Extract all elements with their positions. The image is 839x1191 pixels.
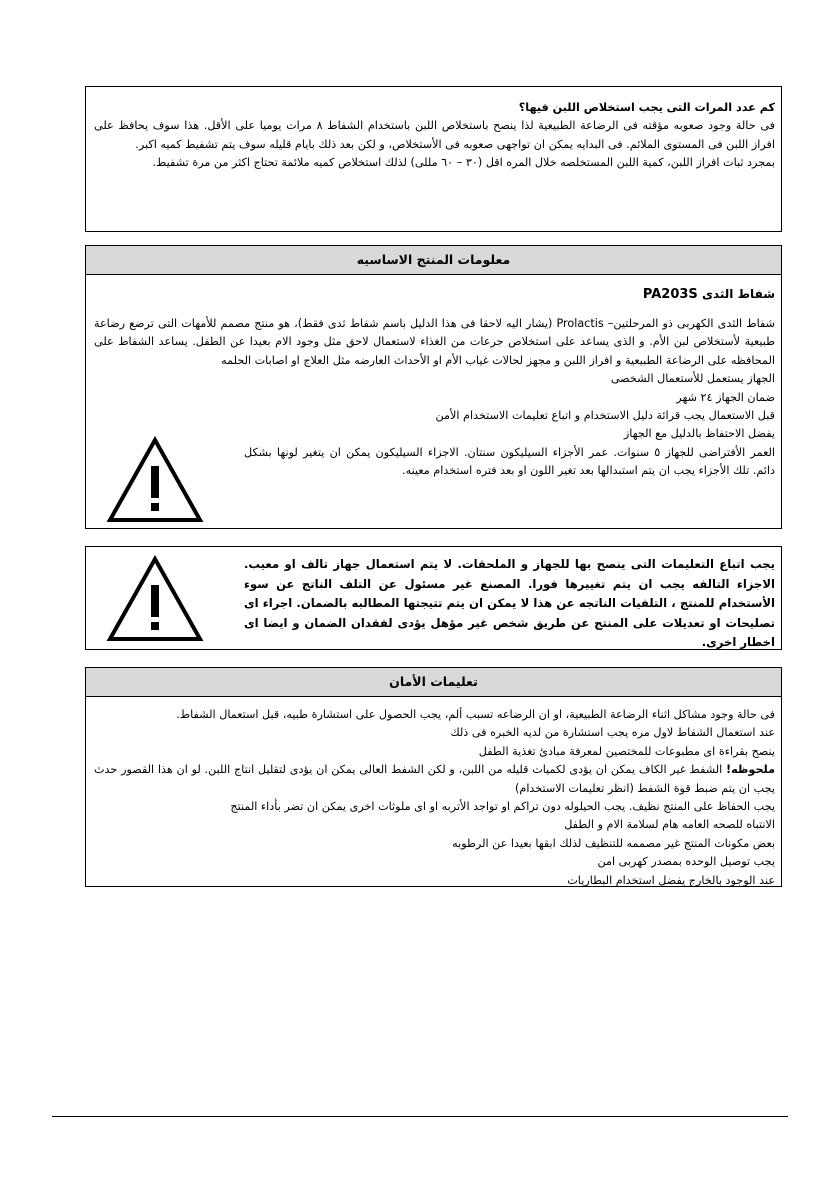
safety-heading: تعليمات الأمان: [86, 668, 781, 697]
safety-line-7: بعض مكونات المنتج غير مصممه للتنظيف لذلك ابقها بعيدا عن الرطوبه: [452, 836, 775, 850]
note-text: الشفط غير الكاف يمكن ان يؤدى لكميات قليله من اللبن، و لكن الشفط العالى يمكن ان يؤدى لتقليل انتاج اللبن. لو ان هذا القصور حدث يجب ان يتم ضبط قوة الشفط (انظر تعليمات الاستخدام): [94, 763, 775, 795]
safety-line-1: فى حالة وجود مشاكل اثناء الرضاعة الطبيعية، او ان الرضاعه تسبب ألم، يجب الحصول على استشارة طبيه، قبل استعمال الشفاط.: [176, 708, 775, 721]
read-manual-line: قبل الاستعمال يجب قرائة دليل الاستخدام و اتباع تعليمات الاستخدام الأمن: [435, 409, 775, 423]
product-description: [94, 315, 775, 370]
warning-text: يجب اتباع التعليمات التى ينصح بها للجهاز و الملحقات. لا يتم استعمال جهاز تالف او معيب. الاجزاء التالفه يجب ان يتم تغييرها فورا. المصنع غير مسئول عن التلف الناتج عن سوء الأستخدام للمنتج ، التلفيات الناتجه عن هذا لا يمكن ان يتم تتيجتها المطالبه بالضمان. اجراء اى تصليحات او تعديلات على المنتج عن طريق شخص غير مؤهل يؤدى لفقدان الضمان و ايضا اى اخطار اخرى.: [244, 557, 775, 650]
warranty-line: ضمان الجهاز ٢٤ شهر: [676, 390, 775, 404]
safety-box: [85, 667, 782, 887]
product-prefix: شفاط الثدى: [701, 287, 775, 301]
footer-rule: [52, 1116, 788, 1117]
product-title: [94, 283, 775, 306]
safety-line-6: الانتباه للصحه العامه هام لسلامة الام و الطفل: [564, 818, 775, 832]
basic-info-heading: معلومات المنتج الاساسيه: [86, 246, 781, 275]
frequency-paragraph-1: فى حالة وجود صعوبه مؤقته فى الرضاعة الطبيعية لذا ينصح باستخلاص اللبن باستخدام الشفاط ٨ مرات يوميا على الأقل. هذا سوف يحافظ على افراز اللبن فى المستوى الملائم. فى البدايه يمكن ان تواجهى صعوبه فى الأستخلاص، و لكن بعد ذلك بايام قليله سوف يتم تشفيط كميه اكبر.: [94, 119, 775, 151]
safety-line-9: عند الوجود بالخارج يفضل استخدام البطاريات: [567, 873, 775, 887]
warning-triangle-icon: [106, 555, 204, 643]
safety-line-8: يجب توصيل الوحده بمصدر كهربى امن: [597, 855, 775, 869]
note-label: ملحوظه!: [726, 763, 775, 777]
brand-name: Prolactis: [556, 317, 604, 330]
desc-after: (يشار اليه لاحقا فى هذا الدليل باسم شفاط ثدى فقط)، هو منتج مصمم للأمهات التى ترضع رضاعة طبيعية لأستخلاص لبن الأم. و الذى يساعد على استخلاص جرعات من الغذاء لاستعمال لاحق مثل وجود الام بعيدا عن الطفل. يساعد الشفاط على المحافظه على الرضاعة الطبيعية و افراز اللبن و مجهز لحالات غياب الأم او الأحداث العارضه مثل العلاج او اصابات الحلمه: [94, 317, 775, 367]
product-model: PA203S: [642, 287, 698, 302]
safety-line-2: عند استعمال الشفاط لاول مره يجب استشارة من لديه الخبره فى ذلك: [450, 726, 775, 740]
frequency-paragraph-2: بمجرد ثبات افراز اللبن، كمية اللبن المستخلصه خلال المره اقل (٣٠ – ٦٠ مللى) لذلك استخلاص كميه ملائمة تحتاج اكثر من مرة تشفيط.: [152, 156, 775, 170]
safety-line-3: ينصح بقراءة اى مطبوعات للمختصين لمعرفة مبادئ تغذية الطفل: [478, 744, 775, 758]
basic-info-box: [85, 245, 782, 529]
lifetime-line: العمر الأفتراضى للجهاز ٥ سنوات. عمر الأجزاء السيليكون سنتان. الاجزاء السيليكون يمكن ان يتغير لونها بشكل دائم. تلك الأجزاء يجب ان يتم استبدالها بعد تغير اللون او بعد فتره استخدام معينه.: [244, 445, 775, 478]
frequency-question: كم عدد المرات التى يجب استخلاص اللبن فيها؟: [518, 101, 775, 114]
safety-line-5: يجب الحفاظ على المنتج نظيف. يجب الحيلوله دون تراكم او تواجد الأتربه او اى ملوثات اخرى يمكن ان تضر بأداء المنتج: [230, 800, 775, 814]
warning-box: [85, 546, 782, 650]
keep-manual-line: يفضل الاحتفاظ بالدليل مع الجهاز: [623, 427, 775, 441]
safety-note: [94, 761, 775, 798]
milk-frequency-box: [85, 86, 782, 232]
desc-before: شفاط الثدى الكهربى ذو المرحلتين–: [607, 317, 776, 330]
personal-use-line: الجهاز يستعمل للأستعمال الشخصى: [610, 372, 775, 386]
warning-triangle-icon: [106, 436, 204, 524]
